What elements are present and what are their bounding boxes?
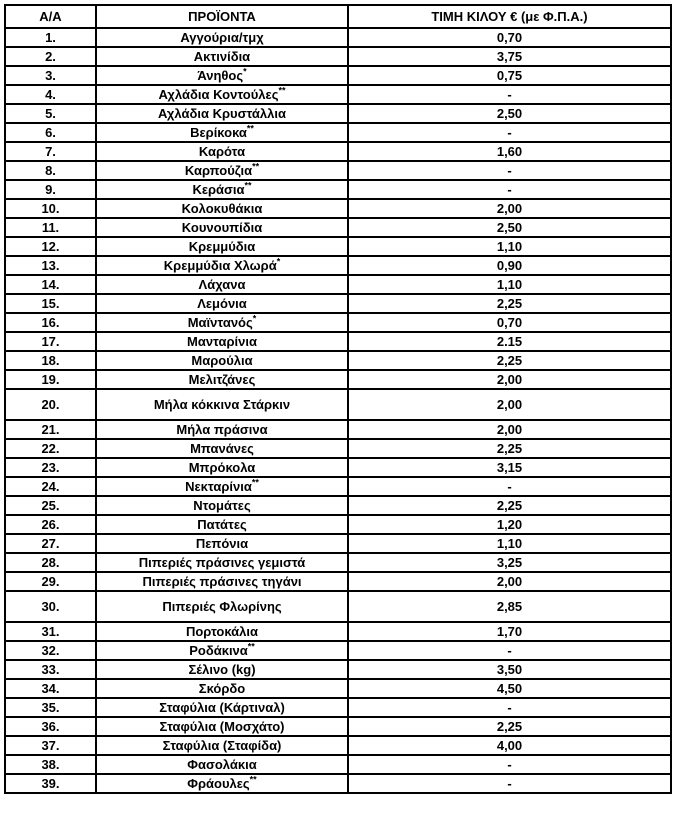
- row-serial-number: 27.: [5, 534, 96, 553]
- table-row: [5, 736, 671, 755]
- row-serial-number: 26.: [5, 515, 96, 534]
- table-row: [5, 237, 671, 256]
- row-serial-number: 15.: [5, 294, 96, 313]
- product-name: Σκόρδο: [96, 679, 348, 698]
- table-row: [5, 294, 671, 313]
- product-name: Κρεμμύδια Χλωρά*: [96, 256, 348, 275]
- price-value: -: [348, 180, 671, 199]
- table-row: [5, 572, 671, 591]
- footnote-marker: **: [247, 641, 255, 652]
- table-row: [5, 313, 671, 332]
- price-value: 2,00: [348, 370, 671, 389]
- price-value: 1,10: [348, 534, 671, 553]
- row-serial-number: 32.: [5, 641, 96, 660]
- product-name: Κουνουπίδια: [96, 218, 348, 237]
- product-name: Μαϊντανός*: [96, 313, 348, 332]
- table-row: [5, 420, 671, 439]
- row-serial-number: 20.: [5, 389, 96, 420]
- header-price-per-kilo: ΤΙΜΗ ΚΙΛΟΥ € (με Φ.Π.Α.): [348, 5, 671, 28]
- product-name: Ντομάτες: [96, 496, 348, 515]
- table-row: [5, 161, 671, 180]
- row-serial-number: 30.: [5, 591, 96, 622]
- footnote-marker: **: [249, 774, 257, 785]
- table-row: [5, 142, 671, 161]
- header-products: ΠΡΟΪΟΝΤΑ: [96, 5, 348, 28]
- table-row: [5, 28, 671, 47]
- price-value: 4,50: [348, 679, 671, 698]
- table-row: [5, 351, 671, 370]
- header-serial-number: Α/Α: [5, 5, 96, 28]
- footnote-marker: *: [276, 256, 281, 267]
- price-value: -: [348, 774, 671, 793]
- table-row: [5, 275, 671, 294]
- table-row: [5, 256, 671, 275]
- product-name: Πιπεριές πράσινες γεμιστά: [96, 553, 348, 572]
- table-row: [5, 698, 671, 717]
- row-serial-number: 33.: [5, 660, 96, 679]
- footnote-marker: **: [244, 180, 252, 191]
- price-value: 0,70: [348, 28, 671, 47]
- price-value: 2,00: [348, 420, 671, 439]
- price-value: 0,70: [348, 313, 671, 332]
- row-serial-number: 9.: [5, 180, 96, 199]
- product-name: Μπρόκολα: [96, 458, 348, 477]
- table-row: [5, 439, 671, 458]
- price-value: 3,15: [348, 458, 671, 477]
- product-name: Λεμόνια: [96, 294, 348, 313]
- row-serial-number: 25.: [5, 496, 96, 515]
- table-row: [5, 389, 671, 420]
- table-row: [5, 66, 671, 85]
- table-row: [5, 534, 671, 553]
- table-row: [5, 332, 671, 351]
- footnote-marker: **: [252, 161, 260, 172]
- price-value: -: [348, 698, 671, 717]
- table-row: [5, 622, 671, 641]
- row-serial-number: 37.: [5, 736, 96, 755]
- price-value: 2.15: [348, 332, 671, 351]
- price-value: 3,50: [348, 660, 671, 679]
- row-serial-number: 16.: [5, 313, 96, 332]
- footnote-marker: *: [243, 66, 247, 77]
- product-name: Πιπεριές πράσινες τηγάνι: [96, 572, 348, 591]
- price-value: 1,20: [348, 515, 671, 534]
- row-serial-number: 11.: [5, 218, 96, 237]
- product-name: Μπανάνες: [96, 439, 348, 458]
- row-serial-number: 29.: [5, 572, 96, 591]
- table-row: [5, 458, 671, 477]
- product-name: Πιπεριές Φλωρίνης: [96, 591, 348, 622]
- table-row: [5, 591, 671, 622]
- price-value: 1,60: [348, 142, 671, 161]
- price-value: 2,00: [348, 572, 671, 591]
- price-value: -: [348, 641, 671, 660]
- product-name: Κρεμμύδια: [96, 237, 348, 256]
- product-name: Αχλάδια Κοντούλες**: [96, 85, 348, 104]
- price-value: -: [348, 85, 671, 104]
- table-row: [5, 641, 671, 660]
- price-value: 2,25: [348, 439, 671, 458]
- footnote-marker: **: [278, 85, 286, 96]
- table-row: [5, 370, 671, 389]
- table-row: [5, 218, 671, 237]
- price-value: -: [348, 477, 671, 496]
- product-name: Μαρούλια: [96, 351, 348, 370]
- row-serial-number: 17.: [5, 332, 96, 351]
- price-value: -: [348, 755, 671, 774]
- table-row: [5, 104, 671, 123]
- table-row: [5, 496, 671, 515]
- product-name: Σταφύλια (Κάρτιναλ): [96, 698, 348, 717]
- price-value: 3,25: [348, 553, 671, 572]
- row-serial-number: 22.: [5, 439, 96, 458]
- row-serial-number: 39.: [5, 774, 96, 793]
- table-body: [5, 28, 671, 793]
- product-name: Καρπούζια**: [96, 161, 348, 180]
- product-name: Νεκταρίνια**: [96, 477, 348, 496]
- price-value: 4,00: [348, 736, 671, 755]
- row-serial-number: 38.: [5, 755, 96, 774]
- price-value: 1,10: [348, 237, 671, 256]
- product-name: Λάχανα: [96, 275, 348, 294]
- product-name: Μανταρίνια: [96, 332, 348, 351]
- product-name: Μήλα πράσινα: [96, 420, 348, 439]
- price-value: 2,25: [348, 351, 671, 370]
- product-name: Βερίκοκα**: [96, 123, 348, 142]
- product-name: Αχλάδια Κρυστάλλια: [96, 104, 348, 123]
- product-name: Σταφύλια (Σταφίδα): [96, 736, 348, 755]
- product-name: Αγγούρια/τμχ: [96, 28, 348, 47]
- header-row: [5, 5, 671, 28]
- row-serial-number: 5.: [5, 104, 96, 123]
- table-row: [5, 477, 671, 496]
- table-row: [5, 85, 671, 104]
- price-value: -: [348, 123, 671, 142]
- table-row: [5, 679, 671, 698]
- row-serial-number: 31.: [5, 622, 96, 641]
- row-serial-number: 35.: [5, 698, 96, 717]
- footnote-marker: **: [251, 477, 259, 488]
- row-serial-number: 10.: [5, 199, 96, 218]
- row-serial-number: 14.: [5, 275, 96, 294]
- price-value: 1,10: [348, 275, 671, 294]
- product-name: Άνηθος*: [96, 66, 348, 85]
- table-row: [5, 515, 671, 534]
- row-serial-number: 36.: [5, 717, 96, 736]
- row-serial-number: 23.: [5, 458, 96, 477]
- table-row: [5, 774, 671, 793]
- row-serial-number: 28.: [5, 553, 96, 572]
- product-name: Ροδάκινα**: [96, 641, 348, 660]
- row-serial-number: 4.: [5, 85, 96, 104]
- price-value: 1,70: [348, 622, 671, 641]
- price-value: 2,50: [348, 218, 671, 237]
- price-value: 2,85: [348, 591, 671, 622]
- price-value: 3,75: [348, 47, 671, 66]
- row-serial-number: 18.: [5, 351, 96, 370]
- price-value: 0,75: [348, 66, 671, 85]
- price-value: 2,25: [348, 294, 671, 313]
- footnote-marker: **: [246, 123, 254, 134]
- product-name: Ακτινίδια: [96, 47, 348, 66]
- price-value: 2,25: [348, 496, 671, 515]
- row-serial-number: 6.: [5, 123, 96, 142]
- product-name: Σταφύλια (Μοσχάτο): [96, 717, 348, 736]
- price-value: -: [348, 161, 671, 180]
- price-value: 2,00: [348, 389, 671, 420]
- product-name: Μήλα κόκκινα Στάρκιν: [96, 389, 348, 420]
- table-row: [5, 553, 671, 572]
- table-row: [5, 47, 671, 66]
- product-name: Κολοκυθάκια: [96, 199, 348, 218]
- table-row: [5, 180, 671, 199]
- product-name: Πατάτες: [96, 515, 348, 534]
- row-serial-number: 3.: [5, 66, 96, 85]
- table-row: [5, 755, 671, 774]
- price-value: 0,90: [348, 256, 671, 275]
- row-serial-number: 1.: [5, 28, 96, 47]
- product-name: Κεράσια**: [96, 180, 348, 199]
- table-header: [5, 5, 671, 28]
- row-serial-number: 19.: [5, 370, 96, 389]
- row-serial-number: 34.: [5, 679, 96, 698]
- product-name: Καρότα: [96, 142, 348, 161]
- product-name: Πεπόνια: [96, 534, 348, 553]
- product-name: Φασολάκια: [96, 755, 348, 774]
- row-serial-number: 12.: [5, 237, 96, 256]
- product-price-table: [4, 4, 672, 794]
- price-value: 2,25: [348, 717, 671, 736]
- product-name: Σέλινο (kg): [96, 660, 348, 679]
- table-row: [5, 717, 671, 736]
- table-row: [5, 660, 671, 679]
- table-row: [5, 123, 671, 142]
- row-serial-number: 21.: [5, 420, 96, 439]
- row-serial-number: 13.: [5, 256, 96, 275]
- product-name: Μελιτζάνες: [96, 370, 348, 389]
- table-row: [5, 199, 671, 218]
- price-value: 2,00: [348, 199, 671, 218]
- product-name: Φράουλες**: [96, 774, 348, 793]
- product-name: Πορτοκάλια: [96, 622, 348, 641]
- row-serial-number: 7.: [5, 142, 96, 161]
- row-serial-number: 8.: [5, 161, 96, 180]
- row-serial-number: 2.: [5, 47, 96, 66]
- row-serial-number: 24.: [5, 477, 96, 496]
- footnote-marker: *: [252, 313, 257, 324]
- price-value: 2,50: [348, 104, 671, 123]
